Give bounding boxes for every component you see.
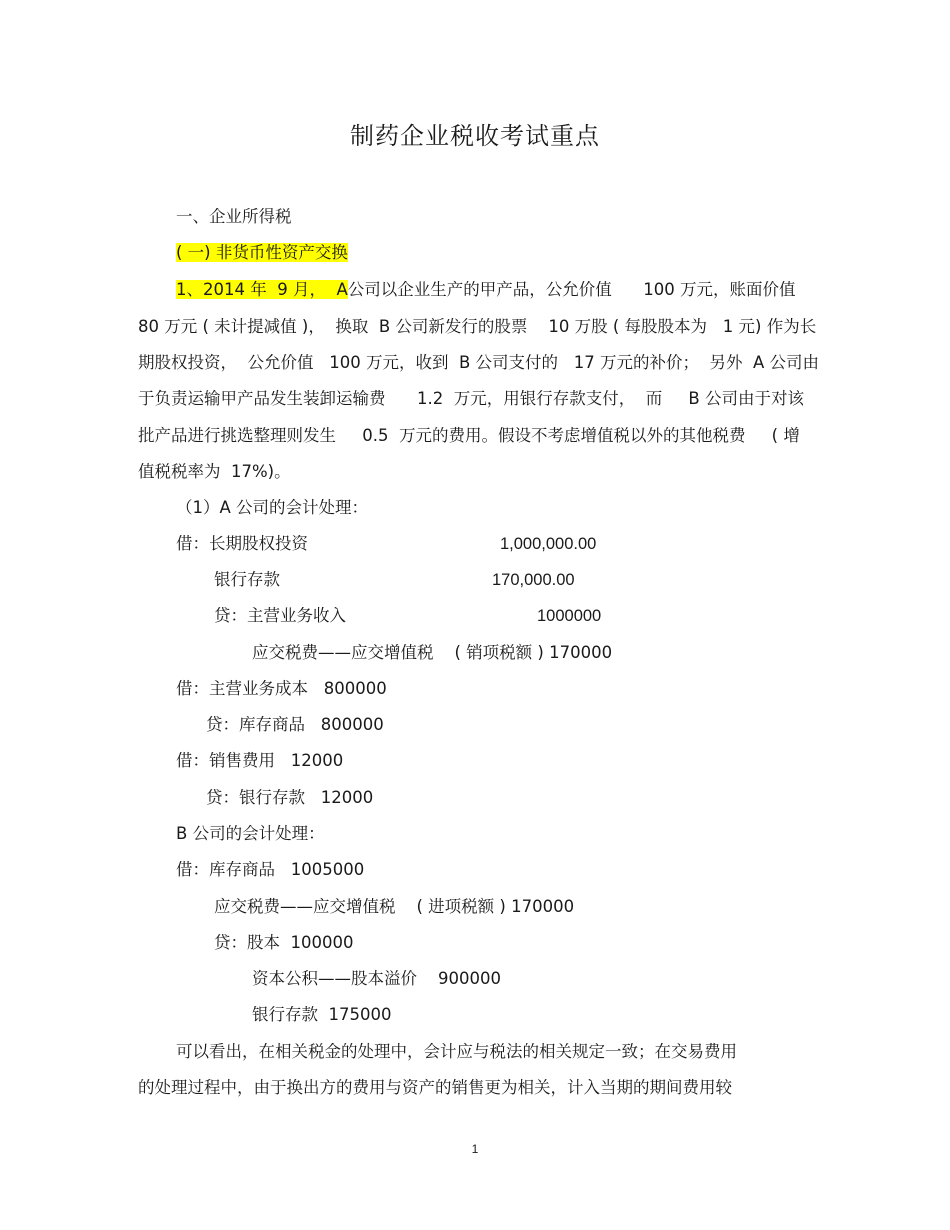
paragraph-line: 的处理过程中，由于换出方的费用与资产的销售更为相关，计入当期的期间费用较	[138, 1078, 732, 1097]
journal-amount: 170,000.00	[492, 571, 575, 589]
highlighted-subsection: ( 一) 非货币性资产交换	[176, 243, 348, 262]
journal-entry: 银行存款	[214, 570, 280, 589]
paragraph-line: 值税税率为 17%)。	[138, 462, 291, 481]
journal-entry: 银行存款 175000	[252, 1005, 392, 1024]
b-company-heading: B 公司的会计处理：	[176, 824, 325, 843]
paragraph-line: 于负责运输甲产品发生装卸运输费 1.2 万元，用银行存款支付， 而 B 公司由于对该	[138, 389, 804, 408]
journal-entry: 资本公积——股本溢价 900000	[252, 969, 501, 988]
highlighted-text: 1、2014 年 9 月， A	[176, 280, 348, 299]
journal-entry: 借：主营业务成本 800000	[176, 679, 387, 698]
page-number: 1	[471, 1142, 479, 1156]
journal-entry: 借：长期股权投资	[176, 534, 308, 553]
subsection-heading	[176, 242, 348, 264]
journal-entry: 贷：股本 100000	[214, 933, 354, 952]
page-title: 制药企业税收考试重点	[350, 122, 600, 150]
journal-amount: 1,000,000.00	[500, 535, 597, 553]
a-company-heading: （1）A 公司的会计处理：	[176, 498, 369, 517]
journal-entry: 应交税费——应交增值税 ( 进项税额 ) 170000	[214, 897, 575, 916]
journal-entry: 贷：主营业务收入	[214, 606, 346, 625]
journal-entry: 贷：库存商品 800000	[206, 715, 384, 734]
journal-entry: 应交税费——应交增值税 ( 销项税额 ) 170000	[252, 643, 613, 662]
journal-amount: 1000000	[537, 607, 602, 625]
paragraph-line: 批产品进行挑选整理则发生 0.5 万元的费用。假设不考虑增值税以外的其他税费 ( 增	[138, 426, 800, 445]
paragraph-text: 公司以企业生产的甲产品，公允价值 100 万元，账面价值	[347, 280, 796, 299]
paragraph-line: 80 万元 ( 未计提减值 )， 换取 B 公司新发行的股票 10 万股 ( 每股股本为 1 元) 作为长	[138, 317, 817, 336]
section-heading: 一、企业所得税	[176, 207, 292, 226]
journal-entry: 借：库存商品 1005000	[176, 860, 365, 879]
journal-entry: 借：销售费用 12000	[176, 751, 344, 770]
journal-entry: 贷：银行存款 12000	[206, 788, 374, 807]
paragraph-line	[176, 279, 795, 301]
paragraph-line: 期股权投资， 公允价值 100 万元，收到 B 公司支付的 17 万元的补价； 另外 A 公司由	[138, 353, 820, 372]
paragraph-line: 可以看出，在相关税金的处理中，会计应与税法的相关规定一致；在交易费用	[176, 1042, 737, 1061]
